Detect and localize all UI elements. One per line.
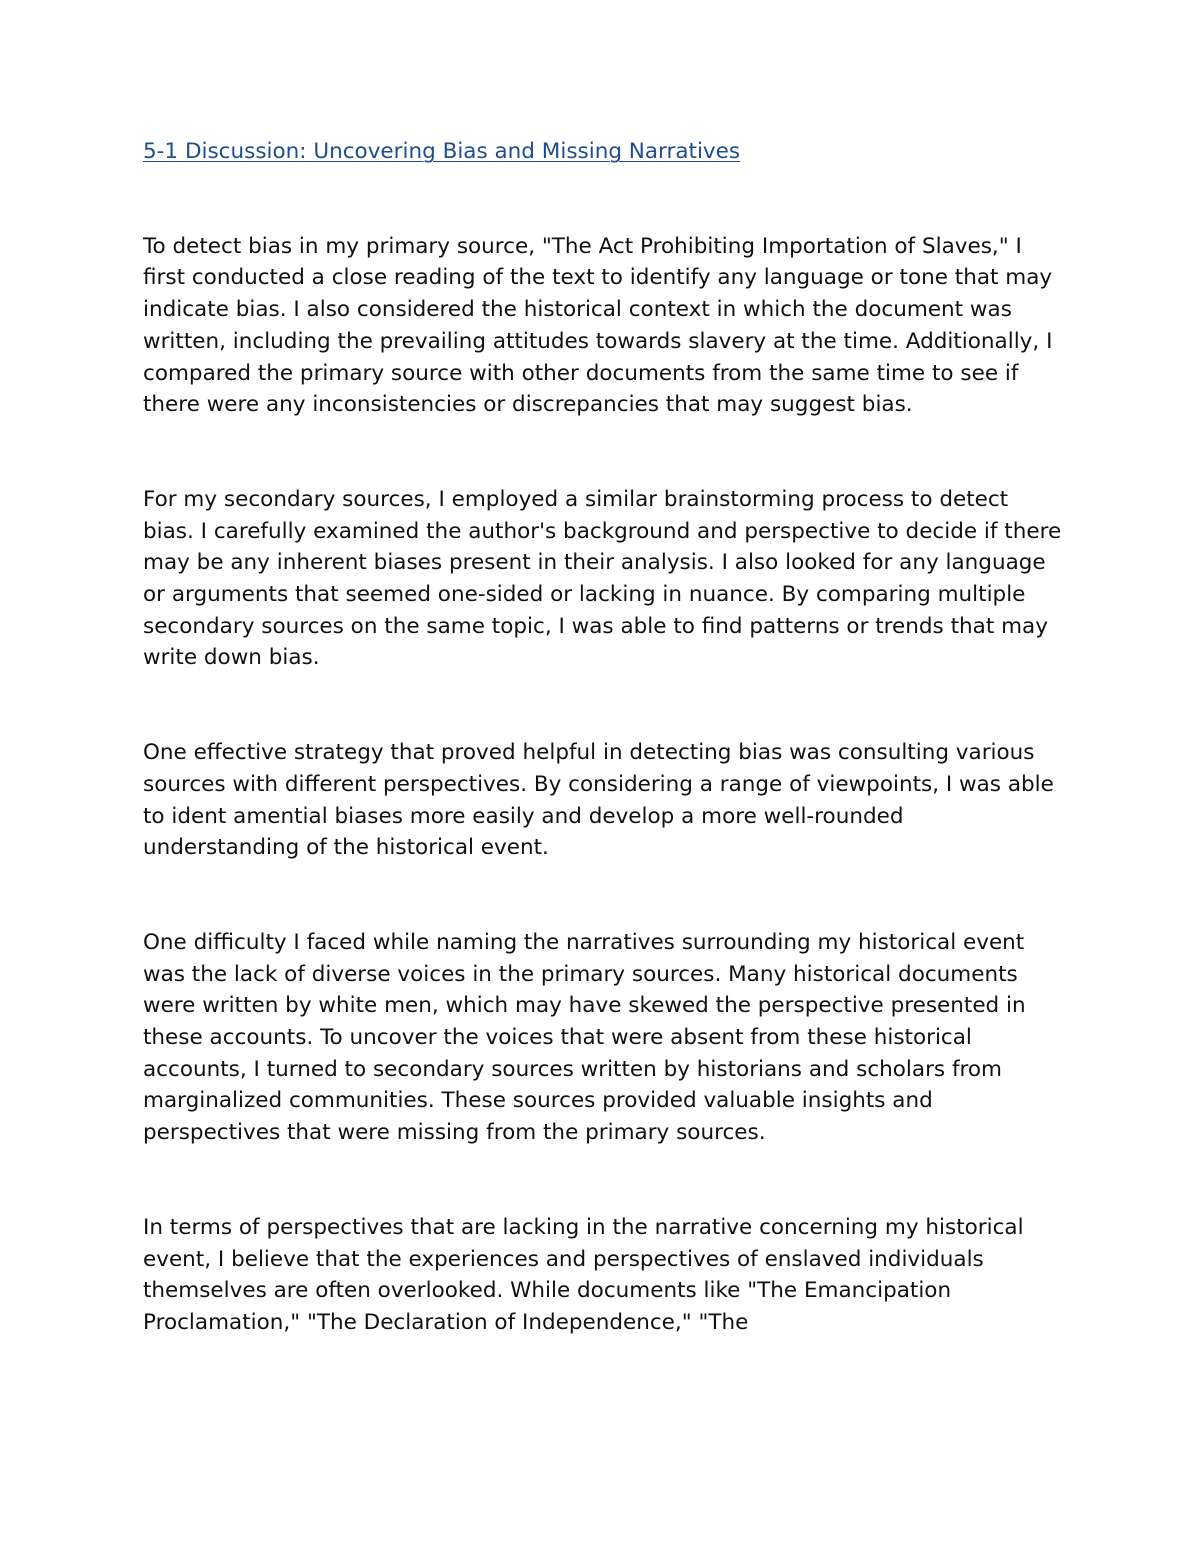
document-body [143, 136, 1063, 1339]
paragraph-primary-source-bias: To detect bias in my primary source, "The Act Prohibiting Importation of Slaves," I first conducted a close reading of the text to identify any language or tone that may indicate bias. I also considered the historical context in which the document was written, including the prevailing attitudes towards slavery at the time. Additionally, I compared the primary source with other documents from the same time to see if there were any inconsistencies or discrepancies that may suggest bias. [143, 233, 1053, 418]
paragraph-difficulty: One difficulty I faced while naming the narratives surrounding my historical event was the lack of diverse voices in the primary sources. Many historical documents were written by white men, which may have skewed the perspective presented in these accounts. To uncover the voices that were absent from these historical accounts, I turned to secondary sources written by historians and scholars from marginalized communities. These sources provided valuable insights and perspectives that were missing from the primary sources. [143, 929, 1026, 1146]
document-title-link[interactable]: 5-1 Discussion: Uncovering Bias and Missing Narratives [143, 139, 741, 164]
paragraph-secondary-source-bias: For my secondary sources, I employed a similar brainstorming process to detect bias. I carefully examined the author's background and perspective to decide if there may be any inherent biases present in their analysis. I also looked for any language or arguments that seemed one-sided or lacking in nuance. By comparing multiple secondary sources on the same topic, I was able to find patterns or trends that may write down bias. [143, 486, 1062, 671]
paragraph-effective-strategy: One effective strategy that proved helpful in detecting bias was consulting various sources with different perspectives. By considering a range of viewpoints, I was able to ident amential biases more easily and develop a more well-rounded understanding of the historical event. [143, 740, 1054, 861]
spacer [143, 864, 1063, 927]
paragraph-missing-perspectives: In terms of perspectives that are lacking in the narrative concerning my historical event, I believe that the experiences and perspectives of enslaved individuals themselves are often overlooked. While documents like "The Emancipation Proclamation," "The Declaration of Independence," "The [143, 1214, 1024, 1335]
spacer [143, 674, 1063, 737]
spacer [143, 1149, 1063, 1212]
spacer [143, 421, 1063, 484]
spacer [143, 168, 1063, 231]
